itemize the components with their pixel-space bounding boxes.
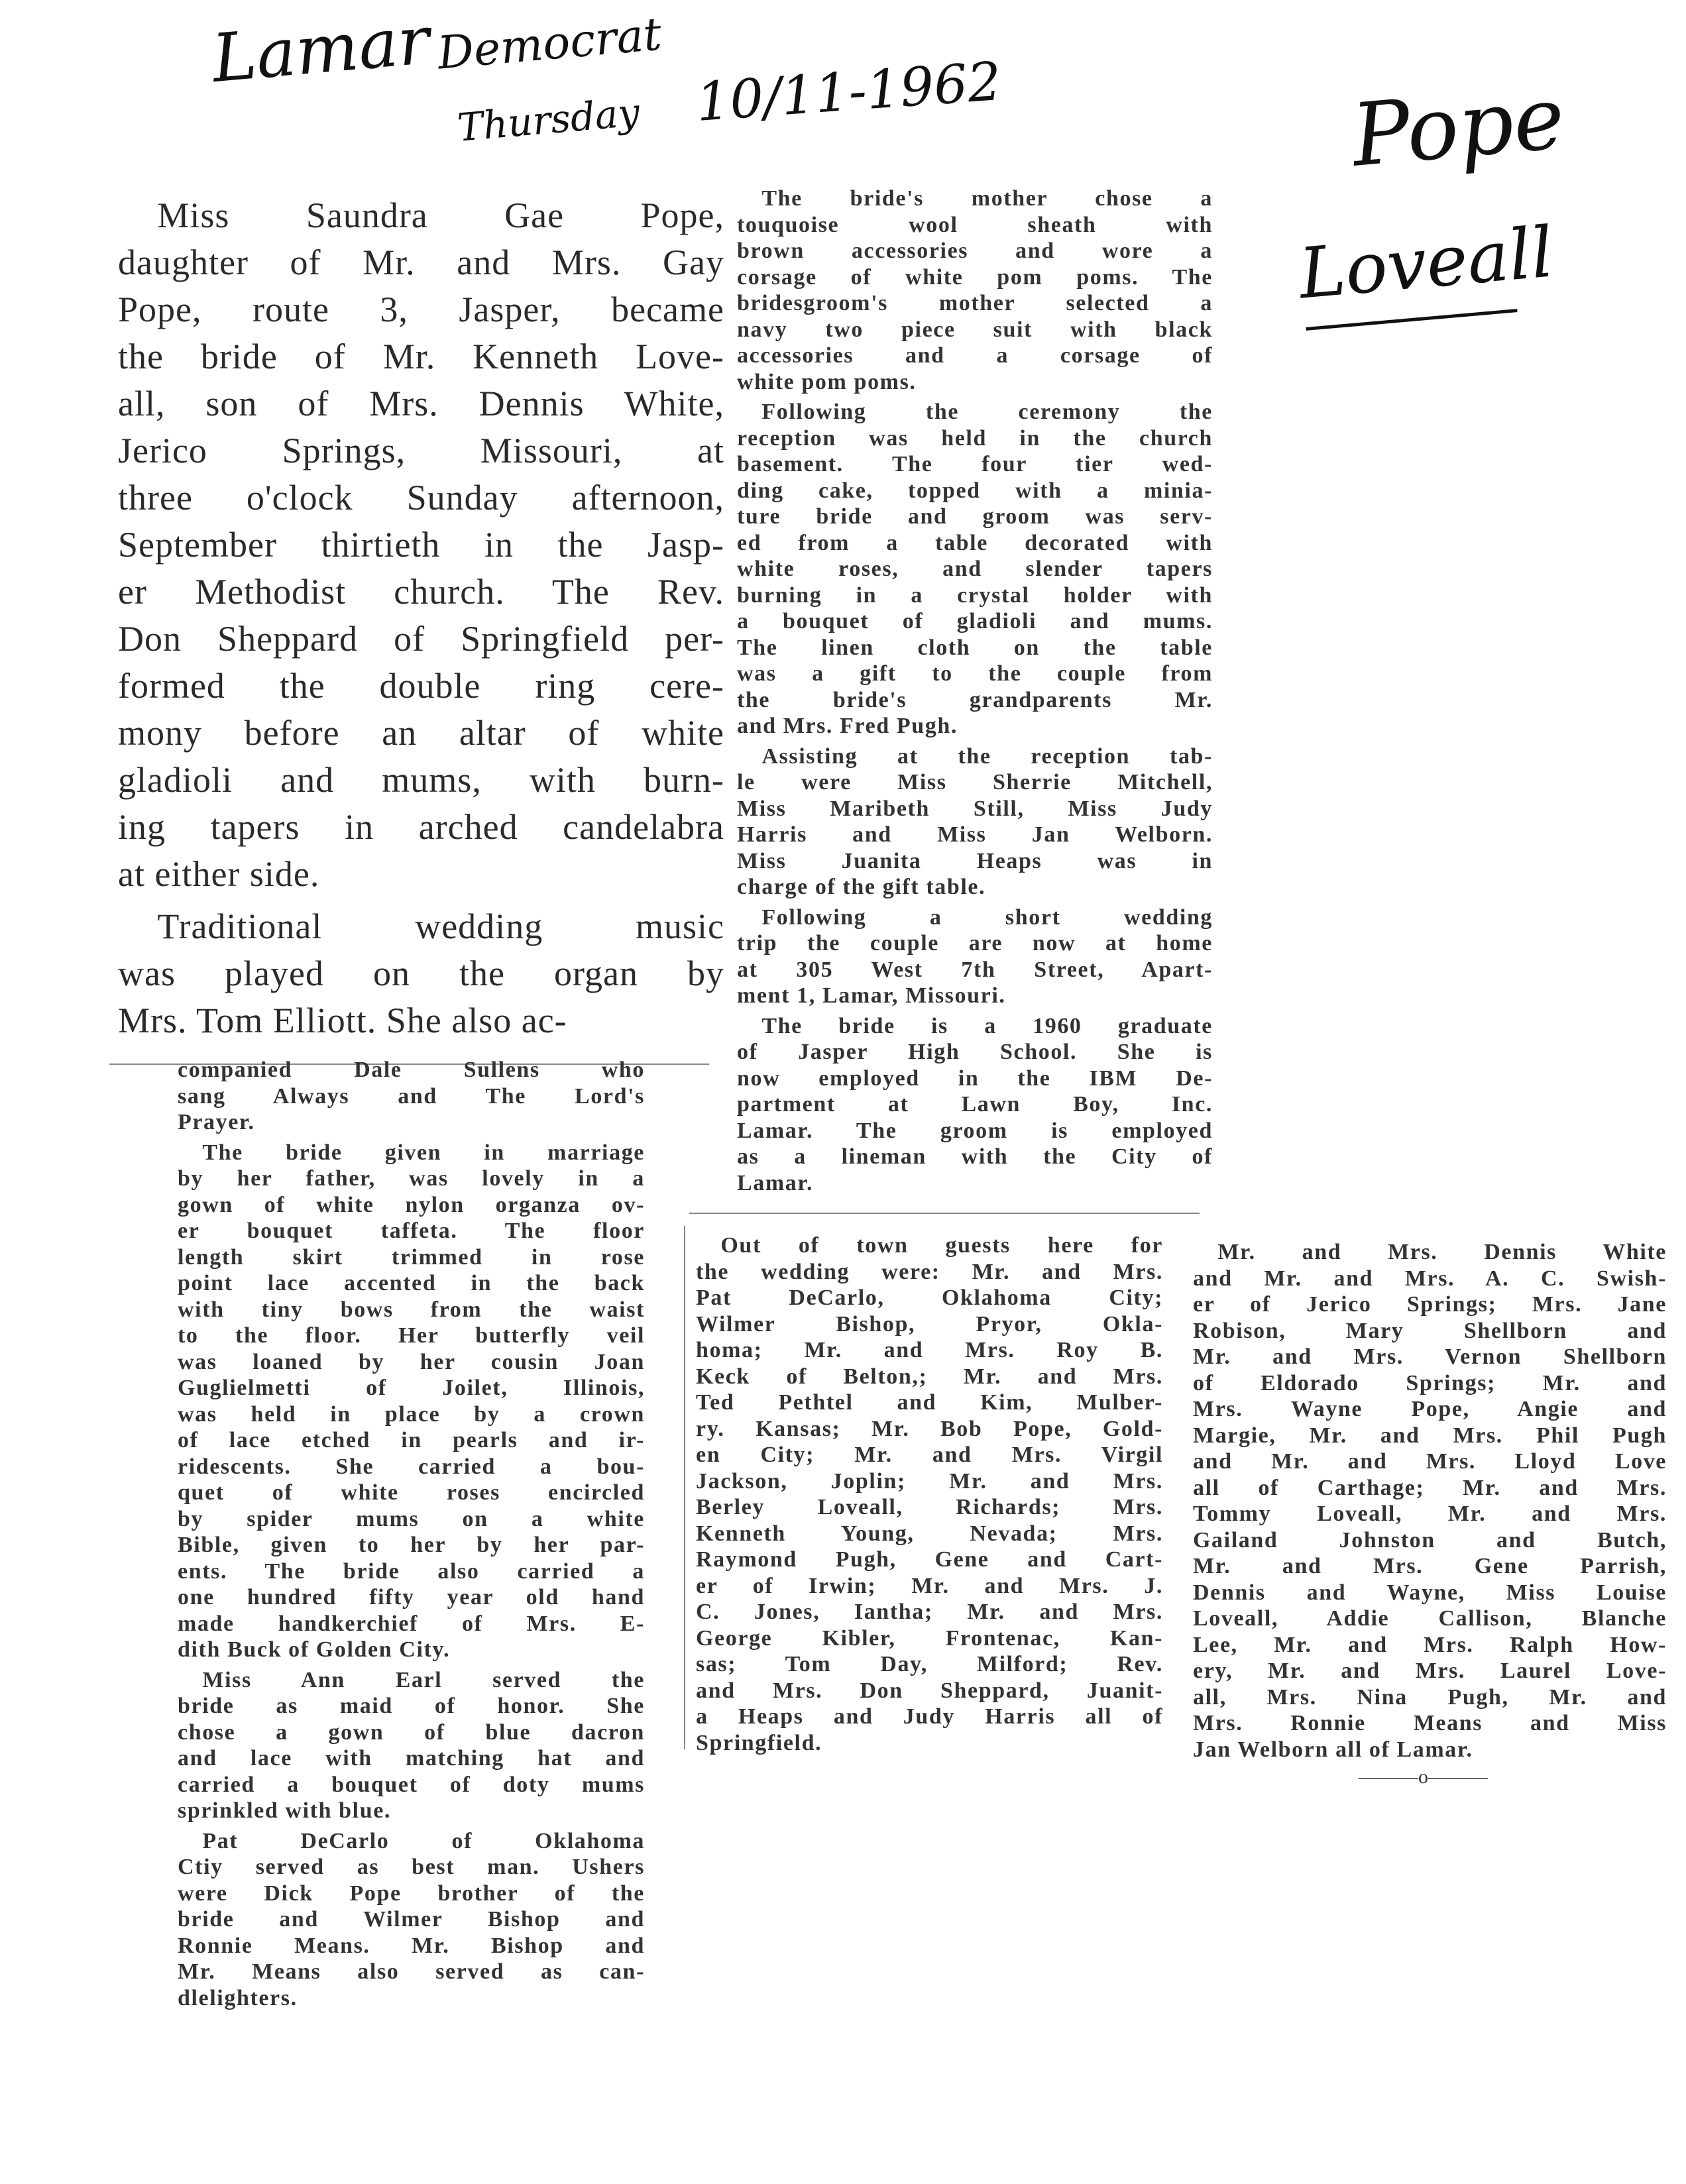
- text-line: the wedding were: Mr. and Mrs.: [696, 1259, 1163, 1284]
- text-line: and Mrs. Don Sheppard, Juanit-: [696, 1678, 1163, 1703]
- text-line: Ctiy served as best man. Ushers: [178, 1855, 645, 1879]
- text-line: accessories and a corsage of: [737, 343, 1213, 368]
- text-line: Mrs. Ronnie Means and Miss: [1193, 1711, 1667, 1735]
- text-line: ed from a table decorated with: [737, 530, 1213, 555]
- handwritten-surname-pope: Pope: [1347, 67, 1569, 186]
- text-line: were Dick Pope brother of the: [178, 1881, 645, 1906]
- text-line: sprinkled with blue.: [178, 1798, 392, 1823]
- text-line: C. Jones, Iantha; Mr. and Mrs.: [696, 1600, 1163, 1624]
- text-line: of Jasper High School. She is: [737, 1040, 1213, 1064]
- handwritten-date: 10/11-1962: [694, 50, 1003, 133]
- text-line: Bible, given to her by her par-: [178, 1533, 645, 1557]
- text-line: Lamar. The groom is employed: [737, 1118, 1213, 1143]
- text-line: bride and Wilmer Bishop and: [178, 1907, 645, 1932]
- text-line: now employed in the IBM De-: [737, 1065, 1213, 1091]
- text-line: and Mr. and Mrs. A. C. Swish-: [1193, 1266, 1667, 1291]
- text-line: The linen cloth on the table: [737, 635, 1213, 660]
- text-line: Following a short wedding: [761, 904, 1213, 930]
- text-line: Jackson, Joplin; Mr. and Mrs.: [696, 1468, 1163, 1494]
- column-divider: [689, 1213, 1200, 1214]
- text-line: Traditional wedding music: [157, 906, 724, 946]
- text-line: Pat DeCarlo, Oklahoma City;: [696, 1285, 1163, 1310]
- text-line: gown of white nylon organza ov-: [178, 1192, 645, 1217]
- text-line: and lace with matching hat and: [178, 1746, 645, 1771]
- text-line: Ronnie Means. Mr. Bishop and: [178, 1933, 645, 1958]
- article-middle-column: [737, 186, 1213, 1196]
- text-line: basement. The four tier wed-: [737, 452, 1213, 476]
- text-line: George Kibler, Frontenac, Kan-: [696, 1625, 1163, 1651]
- text-line: made handkerchief of Mrs. E-: [178, 1611, 645, 1636]
- text-line: white pom poms.: [737, 369, 917, 394]
- text-line: Lamar.: [737, 1170, 814, 1195]
- text-line: ents. The bride also carried a: [178, 1558, 645, 1584]
- paragraph: [737, 904, 1213, 1009]
- paragraph: [1193, 1239, 1667, 1763]
- guest-list-column: [696, 1232, 1163, 1756]
- text-line: at 305 West 7th Street, Apart-: [737, 957, 1213, 982]
- text-line: Robison, Mary Shellborn and: [1193, 1318, 1667, 1343]
- text-line: of Eldorado Springs; Mr. and: [1193, 1370, 1667, 1395]
- text-line: ding cake, topped with a minia-: [737, 478, 1213, 503]
- text-line: at either side.: [118, 854, 320, 894]
- text-line: by her father, was lovely in a: [178, 1166, 645, 1191]
- article-lead-column: [118, 192, 724, 1044]
- text-line: as a lineman with the City of: [737, 1144, 1213, 1169]
- text-line: er bouquet taffeta. The floor: [178, 1219, 645, 1243]
- text-line: Mr. and Mrs. Gene Parrish,: [1193, 1554, 1667, 1578]
- text-line: ment 1, Lamar, Missouri.: [737, 983, 1006, 1008]
- text-line: bridesgroom's mother selected a: [737, 291, 1213, 315]
- text-line: Ted Pethtel and Kim, Mulber-: [696, 1390, 1163, 1415]
- text-line: Pat DeCarlo of Oklahoma: [202, 1828, 645, 1853]
- handwritten-masthead-democrat: Democrat: [435, 8, 664, 80]
- text-line: one hundred fifty year old hand: [178, 1585, 645, 1610]
- text-line: point lace accented in the back: [178, 1271, 645, 1295]
- paragraph: [696, 1232, 1163, 1756]
- paragraph: [118, 903, 724, 1044]
- text-line: Jan Welborn all of Lamar.: [1193, 1737, 1473, 1762]
- paragraph: [118, 192, 724, 898]
- text-line: Wilmer Bishop, Pryor, Okla-: [696, 1311, 1163, 1337]
- text-line: ry. Kansas; Mr. Bob Pope, Gold-: [696, 1416, 1163, 1441]
- article-left-column: [178, 1057, 645, 2011]
- text-line: navy two piece suit with black: [737, 317, 1213, 342]
- text-line: Kenneth Young, Nevada; Mrs.: [696, 1521, 1163, 1546]
- text-line: September thirtieth in the Jasp-: [118, 525, 724, 565]
- text-line: Berley Loveall, Richards; Mrs.: [696, 1495, 1163, 1519]
- text-line: Following the ceremony the: [761, 400, 1213, 424]
- text-line: to the floor. Her butterfly veil: [178, 1323, 645, 1348]
- text-line: en City; Mr. and Mrs. Virgil: [696, 1443, 1163, 1467]
- text-line: homa; Mr. and Mrs. Roy B.: [696, 1338, 1163, 1362]
- text-line: Out of town guests here for: [720, 1233, 1163, 1258]
- text-line: Miss Juanita Heaps was in: [737, 848, 1213, 873]
- text-line: Tommy Loveall, Mr. and Mrs.: [1193, 1502, 1667, 1526]
- text-line: touquoise wool sheath with: [737, 212, 1213, 237]
- paragraph: [178, 1667, 645, 1824]
- text-line: Mr. and Mrs. Dennis White: [1217, 1240, 1667, 1264]
- text-line: Harris and Miss Jan Welborn.: [737, 822, 1213, 847]
- text-line: was a gift to the couple from: [737, 661, 1213, 686]
- text-line: le were Miss Sherrie Mitchell,: [737, 770, 1213, 794]
- text-line: ing tapers in arched candelabra: [118, 807, 724, 847]
- handwritten-surname-loveall: Loveall: [1296, 211, 1557, 315]
- handwritten-masthead-lamar: Lamar: [209, 1, 433, 98]
- text-line: bride as maid of honor. She: [178, 1694, 645, 1718]
- text-line: Jerico Springs, Missouri, at: [118, 431, 724, 470]
- text-line: Keck of Belton,; Mr. and Mrs.: [696, 1364, 1163, 1389]
- text-line: Assisting at the reception tab-: [761, 743, 1213, 769]
- text-line: Mrs. Tom Elliott. She also ac-: [118, 1001, 567, 1040]
- text-line: Don Sheppard of Springfield per-: [118, 619, 724, 659]
- text-line: charge of the gift table.: [737, 875, 986, 899]
- text-line: of lace etched in pearls and ir-: [178, 1428, 645, 1452]
- column-divider: [684, 1226, 685, 1749]
- text-line: was played on the organ by: [118, 954, 724, 993]
- text-line: burning in a crystal holder with: [737, 582, 1213, 608]
- text-line: carried a bouquet of doty mums: [178, 1772, 645, 1797]
- text-line: The bride's mother chose a: [761, 186, 1213, 211]
- text-line: ridescents. She carried a bou-: [178, 1454, 645, 1479]
- text-line: er of Jerico Springs; Mrs. Jane: [1193, 1292, 1667, 1317]
- text-line: dith Buck of Golden City.: [178, 1637, 451, 1662]
- text-line: all, son of Mrs. Dennis White,: [118, 384, 724, 423]
- text-line: dlelighters.: [178, 1985, 298, 2010]
- text-line: Gailand Johnston and Butch,: [1193, 1527, 1667, 1553]
- text-line: the bride's grandparents Mr.: [737, 687, 1213, 712]
- text-line: Pope, route 3, Jasper, became: [118, 290, 724, 329]
- text-line: length skirt trimmed in rose: [178, 1244, 645, 1270]
- text-line: Miss Saundra Gae Pope,: [157, 195, 724, 235]
- text-line: The bride is a 1960 graduate: [761, 1013, 1213, 1038]
- text-line: gladioli and mums, with burn-: [118, 760, 724, 800]
- paragraph: [178, 1828, 645, 2012]
- text-line: Dennis and Wayne, Miss Louise: [1193, 1580, 1667, 1605]
- text-line: and Mrs. Fred Pugh.: [737, 714, 958, 738]
- text-line: chose a gown of blue dacron: [178, 1720, 645, 1745]
- text-line: er of Irwin; Mr. and Mrs. J.: [696, 1573, 1163, 1598]
- text-line: The bride given in marriage: [202, 1140, 645, 1165]
- text-line: with tiny bows from the waist: [178, 1297, 645, 1322]
- text-line: Margie, Mr. and Mrs. Phil Pugh: [1193, 1423, 1667, 1448]
- text-line: daughter of Mr. and Mrs. Gay: [118, 243, 724, 282]
- text-line: Loveall, Addie Callison, Blanche: [1193, 1606, 1667, 1631]
- paragraph: [178, 1057, 645, 1136]
- text-line: Mr. Means also served as can-: [178, 1959, 645, 1984]
- text-line: a Heaps and Judy Harris all of: [696, 1704, 1163, 1729]
- text-line: sas; Tom Day, Milford; Rev.: [696, 1652, 1163, 1676]
- text-line: reception was held in the church: [737, 425, 1213, 451]
- text-line: Raymond Pugh, Gene and Cart-: [696, 1547, 1163, 1572]
- end-of-article-mark: ———o———: [1359, 1766, 1488, 1788]
- text-line: the bride of Mr. Kenneth Love-: [118, 337, 724, 376]
- text-line: white roses, and slender tapers: [737, 557, 1213, 581]
- text-line: formed the double ring cere-: [118, 666, 724, 706]
- handwritten-day: Thursday: [455, 89, 642, 150]
- text-line: ery, Mr. and Mrs. Laurel Love-: [1193, 1659, 1667, 1683]
- text-line: was loaned by her cousin Joan: [178, 1349, 645, 1374]
- text-line: Springfield.: [696, 1730, 822, 1755]
- text-line: sang Always and The Lord's: [178, 1083, 645, 1109]
- text-line: er Methodist church. The Rev.: [118, 572, 724, 612]
- text-line: Lee, Mr. and Mrs. Ralph How-: [1193, 1632, 1667, 1657]
- text-line: mony before an altar of white: [118, 713, 724, 753]
- paragraph: [737, 1013, 1213, 1197]
- text-line: Prayer.: [178, 1110, 255, 1134]
- handwritten-underline: [1306, 309, 1517, 331]
- text-line: brown accessories and wore a: [737, 239, 1213, 263]
- text-line: corsage of white pom poms. The: [737, 264, 1213, 290]
- text-line: by spider mums on a white: [178, 1506, 645, 1531]
- text-line: Mrs. Wayne Pope, Angie and: [1193, 1397, 1667, 1421]
- text-line: companied Dale Sullens who: [178, 1058, 645, 1082]
- text-line: Miss Ann Earl served the: [202, 1667, 645, 1692]
- text-line: all of Carthage; Mr. and Mrs.: [1193, 1475, 1667, 1500]
- text-line: partment at Lawn Boy, Inc.: [737, 1092, 1213, 1117]
- text-line: three o'clock Sunday afternoon,: [118, 478, 724, 518]
- text-line: a bouquet of gladioli and mums.: [737, 609, 1213, 633]
- text-line: trip the couple are now at home: [737, 931, 1213, 956]
- text-line: Miss Maribeth Still, Miss Judy: [737, 796, 1213, 821]
- guest-list-continued-column: [1193, 1239, 1667, 1763]
- paragraph: [737, 186, 1213, 395]
- paragraph: [178, 1140, 645, 1663]
- text-line: Guglielmetti of Joilet, Illinois,: [178, 1376, 645, 1400]
- text-line: and Mr. and Mrs. Lloyd Love: [1193, 1449, 1667, 1474]
- text-line: ture bride and groom was serv-: [737, 504, 1213, 529]
- text-line: Mr. and Mrs. Vernon Shellborn: [1193, 1344, 1667, 1369]
- text-line: quet of white roses encircled: [178, 1480, 645, 1505]
- paragraph: [737, 743, 1213, 901]
- text-line: was held in place by a crown: [178, 1401, 645, 1427]
- text-line: all, Mrs. Nina Pugh, Mr. and: [1193, 1684, 1667, 1710]
- paragraph: [737, 399, 1213, 739]
